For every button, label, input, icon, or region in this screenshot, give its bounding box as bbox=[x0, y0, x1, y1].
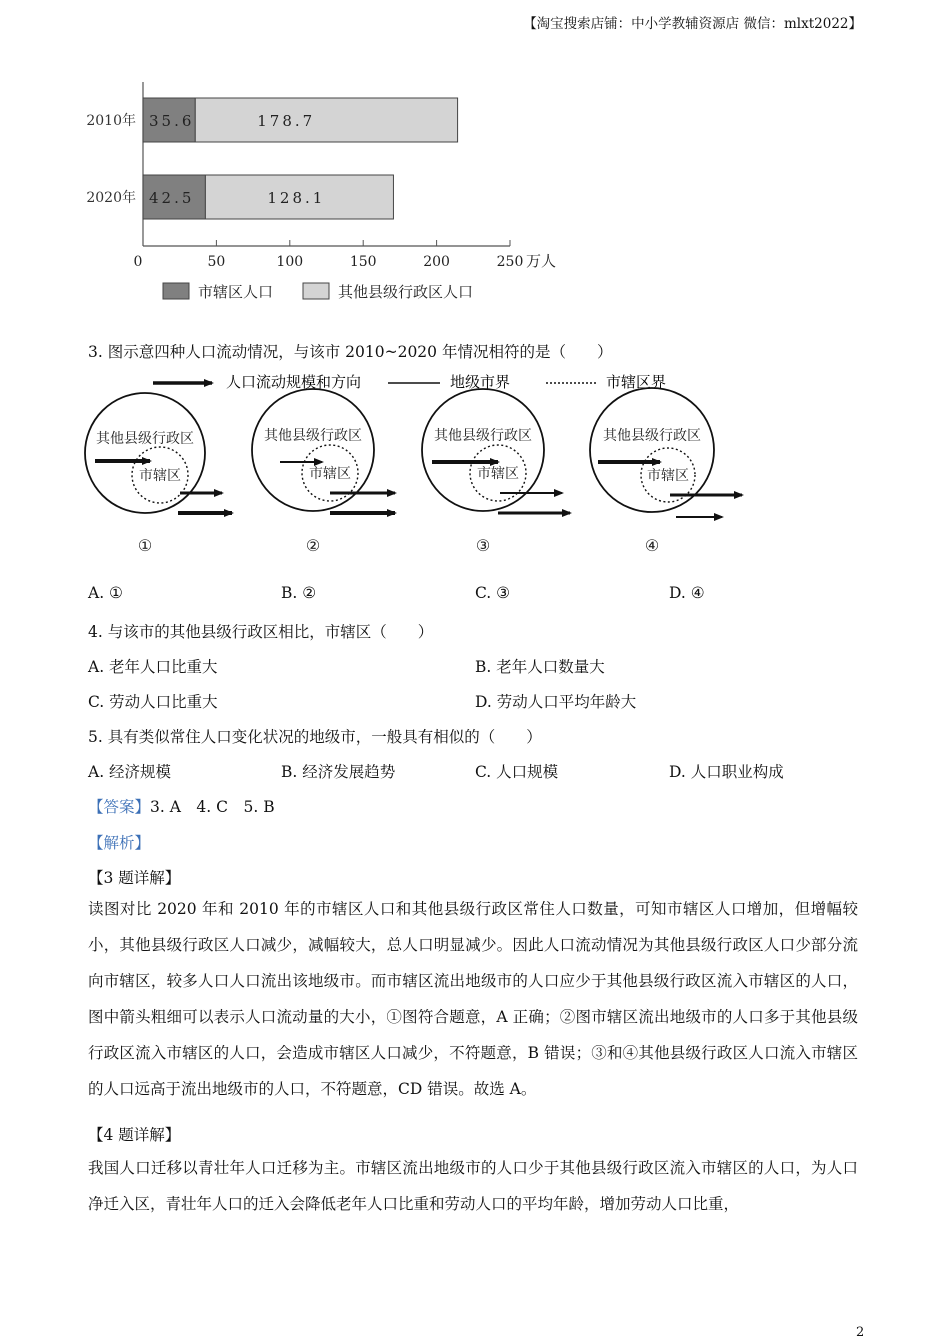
outer-region-label: 其他县级行政区 bbox=[96, 431, 194, 447]
q4-option-d: D. 劳动人口平均年龄大 bbox=[475, 693, 637, 711]
x-tick-label: 100 bbox=[276, 254, 304, 270]
inner-region-label: 市辖区 bbox=[309, 466, 351, 482]
diagram-4 bbox=[590, 388, 742, 555]
diagram-number: ② bbox=[305, 536, 321, 555]
data-label: 1 2 8 . 1 bbox=[267, 189, 323, 207]
diagram-number: ① bbox=[137, 536, 153, 555]
x-tick-label: 50 bbox=[207, 254, 226, 270]
inner-region-label: 市辖区 bbox=[647, 468, 689, 484]
x-tick-label: 200 bbox=[423, 254, 450, 270]
q3-option-d: D. ④ bbox=[669, 584, 705, 602]
answer-tag: 【答案】 bbox=[88, 798, 151, 816]
population-bar-chart bbox=[0, 0, 950, 320]
q5-option-c: C. 人口规模 bbox=[475, 763, 559, 781]
q4-stem: 4. 与该市的其他县级行政区相比，市辖区（ ） bbox=[88, 623, 434, 641]
inner-region-label: 市辖区 bbox=[477, 466, 519, 482]
diagram-legend bbox=[153, 373, 666, 391]
x-unit-label: 万人 bbox=[526, 252, 557, 270]
legend-swatch bbox=[303, 283, 329, 299]
outer-region-label: 其他县级行政区 bbox=[264, 428, 362, 444]
legend-arrow-label: 人口流动规模和方向 bbox=[226, 373, 362, 391]
analysis-tag: 【解析】 bbox=[88, 834, 151, 852]
bar-segment bbox=[195, 98, 457, 142]
q4-option-c: C. 劳动人口比重大 bbox=[88, 693, 218, 711]
legend-dotted-label: 市辖区界 bbox=[606, 373, 667, 391]
q3-option-c: C. ③ bbox=[475, 584, 511, 602]
inner-region-label: 市辖区 bbox=[139, 468, 181, 484]
legend-solid-label: 地级市界 bbox=[450, 373, 511, 391]
q3-stem: 3. 图示意四种人口流动情况，与该市 2010~2020 年情况相符的是（ ） bbox=[88, 343, 613, 361]
data-label: 3 5 . 6 bbox=[149, 112, 192, 130]
x-tick-label: 250 bbox=[496, 254, 524, 270]
diagram-3 bbox=[422, 389, 570, 555]
category-label: 2010年 bbox=[86, 113, 136, 129]
city-boundary bbox=[590, 388, 714, 512]
migration-diagram bbox=[0, 365, 950, 575]
legend-swatch bbox=[163, 283, 189, 299]
page-number: 2 bbox=[856, 1325, 865, 1340]
data-label: 1 7 8 . 7 bbox=[257, 112, 313, 130]
category-label: 2020年 bbox=[86, 190, 136, 206]
q5-option-a: A. 经济规模 bbox=[88, 763, 172, 781]
q4-option-b: B. 老年人口数量大 bbox=[475, 658, 605, 676]
diagram-1 bbox=[85, 393, 232, 555]
outer-region-label: 其他县级行政区 bbox=[603, 428, 701, 444]
q5-stem: 5. 具有类似常住人口变化状况的地级市，一般具有相似的（ ） bbox=[88, 728, 542, 746]
answer-line bbox=[88, 795, 275, 817]
outer-region-label: 其他县级行政区 bbox=[434, 428, 532, 444]
x-tick-label: 150 bbox=[349, 254, 377, 270]
detail-4-title: 【4 题详解】 bbox=[88, 1126, 181, 1144]
diagram-number: ④ bbox=[644, 536, 660, 555]
q5-option-d: D. 人口职业构成 bbox=[669, 763, 784, 781]
q3-option-b: B. ② bbox=[281, 584, 317, 602]
answer-text: 3. A 4. C 5. B bbox=[150, 798, 275, 816]
x-tick-label: 0 bbox=[133, 254, 143, 270]
diagram-2 bbox=[252, 389, 395, 555]
diagram-number: ③ bbox=[475, 536, 491, 555]
legend-label: 市辖区人口 bbox=[198, 283, 274, 301]
page-header: 【淘宝搜索店铺：中小学教辅资源店 微信：mlxt2022】 bbox=[523, 16, 862, 32]
city-boundary bbox=[85, 393, 205, 513]
legend-label: 其他县级行政区人口 bbox=[338, 283, 474, 301]
detail-4-text: 我国人口迁移以青壮年人口迁移为主。市辖区流出地级市的人口少于其他县级行政区流入市辖区的人口，为人口净迁入区，青壮年人口的迁入会降低老年人口比重和劳动人口的平均年龄，增加劳动人口比重， bbox=[88, 1159, 858, 1213]
q3-option-a: A. ① bbox=[88, 584, 123, 602]
detail-3-text: 读图对比 2020 年和 2010 年的市辖区人口和其他县级行政区常住人口数量，可知市辖区人口增加，但增幅较小，其他县级行政区人口减少，减幅较大，总人口明显减少。因此人口流动情况为其他县级行政区人口少部分流向市辖区，较多人口人口流出该地级市。而市辖区流出地级市的人口应少于其他县级行政区流入市辖区的人口，图中箭头粗细可以表示人口流动量的大小，①图符合题意，A 正确；②图市辖区流出地级市的人口多于其他县级行政区流入市辖区的人口，会造成市辖区人口减少，不符题意，B 错误；③和④其他县级行政区人口流入市辖区的人口远高于流出地级市的人口，不符题意，CD 错误。故选 A。 bbox=[88, 900, 858, 1098]
data-label: 4 2 . 5 bbox=[149, 189, 192, 207]
detail-3-title: 【3 题详解】 bbox=[88, 869, 181, 887]
q5-option-b: B. 经济发展趋势 bbox=[281, 763, 396, 781]
q4-option-a: A. 老年人口比重大 bbox=[88, 658, 218, 676]
